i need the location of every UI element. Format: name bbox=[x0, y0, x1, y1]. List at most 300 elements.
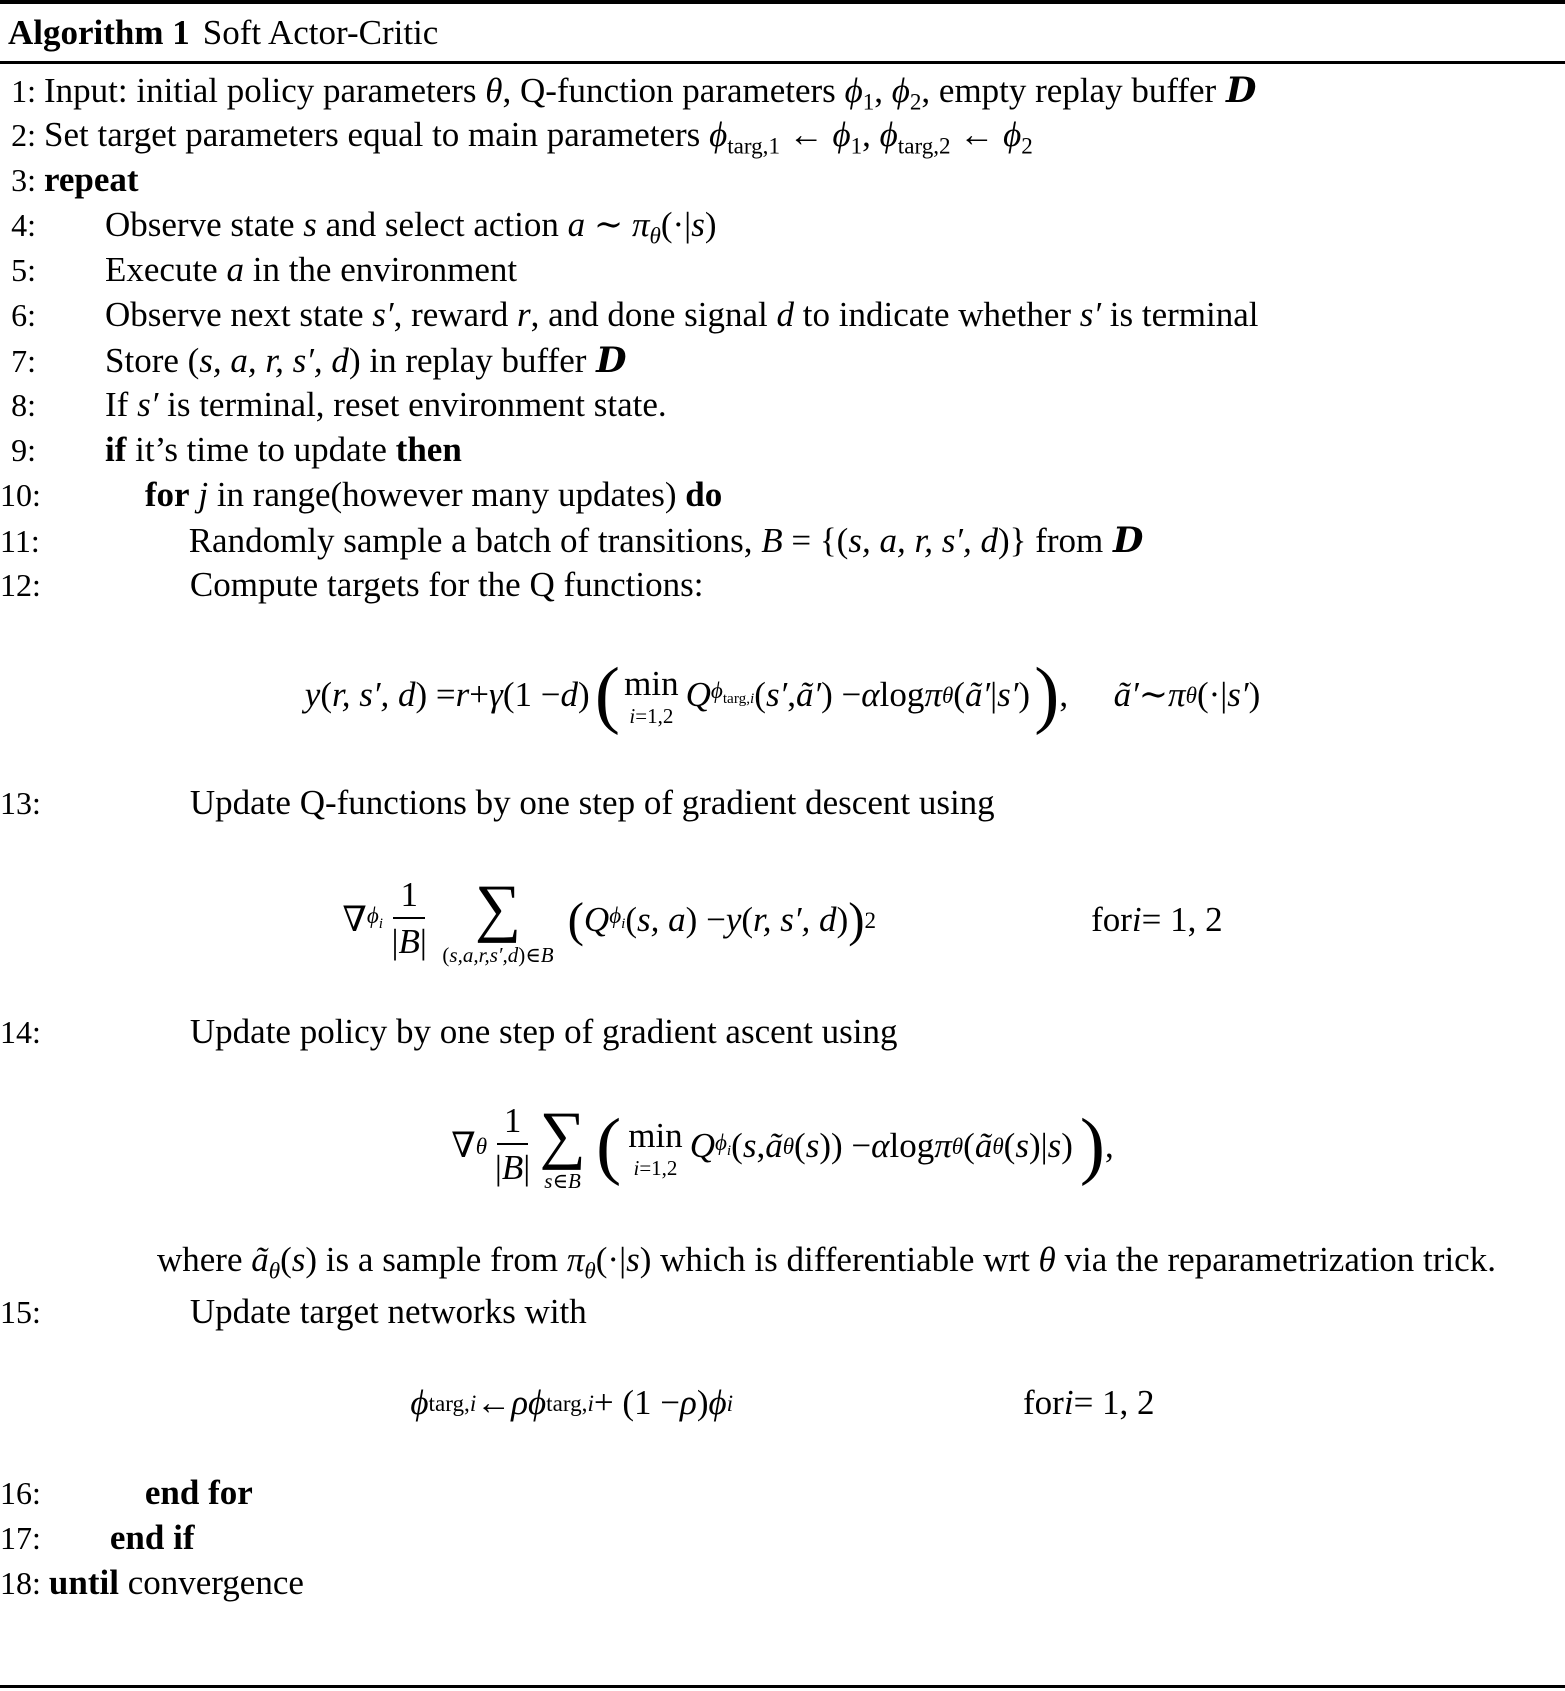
math-text: ( bbox=[794, 1126, 806, 1166]
algorithm-header bbox=[0, 4, 1565, 64]
equation bbox=[410, 1383, 733, 1423]
math-variable: s′ bbox=[137, 385, 159, 424]
step-content bbox=[36, 205, 717, 249]
math-variable: ϕ bbox=[609, 902, 622, 929]
summation-symbol: ∑ bbox=[539, 1098, 586, 1171]
display-equation bbox=[0, 1383, 1565, 1423]
math-text: 1 bbox=[400, 874, 418, 914]
math-variable: s bbox=[544, 1169, 553, 1193]
step-number: 14: bbox=[0, 1013, 41, 1050]
math-text: ) bbox=[704, 205, 717, 244]
math-text: where bbox=[157, 1240, 252, 1279]
math-text: targ, bbox=[428, 1390, 470, 1416]
algorithm-step bbox=[0, 1012, 1565, 1057]
math-text: Input: initial policy parameters bbox=[44, 71, 486, 110]
math-variable: s, a, r, s′, d bbox=[848, 521, 998, 560]
math-text: in the environment bbox=[243, 250, 518, 289]
math-variable: ϕ bbox=[710, 677, 723, 704]
keyword: do bbox=[685, 475, 723, 514]
math-text: targ,2 bbox=[897, 132, 951, 159]
math-variable: ϕ bbox=[410, 1383, 429, 1422]
math-variable: ϕ bbox=[844, 71, 863, 110]
algorithm-step bbox=[0, 1563, 1565, 1608]
math-variable: ϕ bbox=[528, 1383, 547, 1422]
math-variable: θ bbox=[1185, 681, 1197, 708]
step-content bbox=[36, 70, 1257, 115]
math-text: ( bbox=[1003, 1126, 1016, 1166]
algorithm-step bbox=[0, 475, 1565, 520]
math-variable: θ bbox=[475, 1133, 488, 1160]
math-text: ( bbox=[442, 942, 450, 967]
math-variable: θ bbox=[941, 681, 954, 708]
math-variable: s bbox=[742, 1126, 757, 1166]
math-text: ( bbox=[280, 1240, 292, 1279]
bottom-rule bbox=[0, 1685, 1565, 1688]
limit-stack bbox=[624, 666, 678, 727]
math-text: ( bbox=[754, 674, 766, 714]
math-text: ∈ bbox=[552, 1169, 569, 1193]
step-number: 8: bbox=[11, 387, 36, 423]
algorithm-step bbox=[0, 783, 1565, 828]
step-content bbox=[36, 340, 628, 381]
algorithm-step bbox=[0, 160, 1565, 205]
math-text: ( bbox=[953, 674, 965, 714]
math-variable: s,a,r,s′,d bbox=[449, 942, 519, 967]
math-text: ) bbox=[1061, 1126, 1073, 1166]
math-text: )) − bbox=[819, 1126, 872, 1166]
math-variable: ϕ bbox=[832, 115, 851, 154]
equation-condition bbox=[1091, 900, 1223, 940]
math-variable: s bbox=[805, 1126, 820, 1166]
subscript bbox=[379, 915, 383, 932]
math-variable: ϕ bbox=[709, 115, 728, 154]
display-equation bbox=[0, 652, 1565, 736]
equation-condition bbox=[1023, 1383, 1155, 1423]
fraction bbox=[494, 1101, 531, 1188]
math-text: If bbox=[105, 385, 138, 424]
math-text: convergence bbox=[118, 1563, 304, 1602]
step-number: 10: bbox=[0, 477, 41, 513]
limit-stack bbox=[539, 1098, 586, 1193]
math-text: 2 bbox=[909, 88, 922, 115]
replay-buffer-symbol: D bbox=[596, 340, 627, 381]
math-variable: y bbox=[725, 899, 742, 939]
step-content bbox=[36, 250, 517, 290]
subscript bbox=[650, 222, 661, 248]
math-text: , Q-function parameters bbox=[502, 71, 845, 110]
keyword: until bbox=[48, 1563, 119, 1602]
algorithm-step bbox=[0, 115, 1565, 160]
step-number: 1: bbox=[11, 73, 36, 109]
math-text: to indicate whether bbox=[794, 295, 1080, 334]
math-text: targ, bbox=[546, 1390, 588, 1416]
math-variable: a bbox=[567, 205, 586, 244]
math-variable: ã bbox=[974, 1126, 993, 1166]
math-text: )} from bbox=[997, 521, 1112, 560]
step-number: 2: bbox=[11, 117, 36, 153]
math-text: ← bbox=[780, 115, 833, 154]
math-text: 1 bbox=[850, 132, 863, 159]
math-text: in range(however many updates) bbox=[208, 475, 686, 514]
math-text: Observe next state bbox=[105, 295, 373, 334]
subscript bbox=[851, 132, 863, 158]
math-text: , bbox=[1059, 674, 1069, 714]
step-number: 6: bbox=[11, 297, 36, 333]
math-variable: y bbox=[304, 674, 321, 714]
math-variable: ã′ bbox=[964, 674, 991, 714]
keyword: if bbox=[105, 430, 127, 469]
subscript bbox=[366, 902, 383, 933]
math-text: min bbox=[624, 664, 679, 703]
math-text: Store ( bbox=[105, 341, 200, 380]
math-text: for bbox=[1091, 899, 1132, 939]
math-text: )| bbox=[1028, 1126, 1048, 1166]
limit-under bbox=[544, 1171, 581, 1192]
step-content bbox=[36, 295, 1259, 335]
step-content bbox=[41, 565, 704, 605]
limit-stack bbox=[628, 1115, 683, 1180]
math-variable: r, s′, d bbox=[753, 899, 837, 939]
step-number: 13: bbox=[0, 785, 41, 821]
math-text: (·| bbox=[595, 1240, 627, 1279]
math-text: = 1, 2 bbox=[1073, 1383, 1155, 1422]
math-variable: B bbox=[398, 921, 420, 961]
subscript bbox=[269, 1257, 280, 1283]
math-text: ) bbox=[1018, 674, 1031, 714]
math-text: (1 − bbox=[502, 674, 561, 714]
math-text: ) = bbox=[415, 674, 456, 714]
continuation-text bbox=[0, 1236, 1565, 1284]
math-variable: s′ bbox=[765, 674, 788, 714]
keyword: end if bbox=[109, 1518, 195, 1557]
math-variable: s, a bbox=[637, 899, 686, 939]
step-content bbox=[41, 1473, 253, 1513]
replay-buffer-symbol: D bbox=[1225, 70, 1257, 111]
math-text: =1,2 bbox=[635, 704, 674, 728]
math-text: ← bbox=[476, 1383, 512, 1422]
math-variable: d bbox=[560, 674, 578, 714]
math-variable: ϕ bbox=[1003, 115, 1022, 154]
math-variable: θ bbox=[992, 1133, 1004, 1160]
math-text: = {( bbox=[782, 521, 849, 560]
limit-under bbox=[442, 942, 554, 967]
algorithm-step bbox=[0, 250, 1565, 295]
algorithm-step bbox=[0, 1292, 1565, 1337]
math-variable: i bbox=[469, 1390, 477, 1416]
equation: ∇ θ $\frac{1}{|B|}$ ∑ s∈B ( min i=1,2 Q $\phi_i$ ( s , ã θ ( s )) − α log π θ ( ã θ ( s )| s ) ) , bbox=[451, 1098, 1114, 1193]
math-text: ) is a sample from bbox=[305, 1240, 567, 1279]
math-variable: π bbox=[1168, 674, 1186, 714]
math-variable: α bbox=[861, 674, 880, 714]
math-text: log bbox=[889, 1126, 935, 1166]
math-variable: r, s′, d bbox=[331, 674, 416, 714]
math-text: | bbox=[391, 921, 399, 961]
math-variable: a bbox=[226, 250, 244, 289]
limit-under bbox=[629, 706, 673, 727]
math-variable: π bbox=[924, 674, 942, 714]
math-text: log bbox=[879, 674, 925, 714]
math-text: min bbox=[628, 1115, 683, 1155]
math-text: ∇ bbox=[451, 1126, 476, 1166]
denominator bbox=[392, 919, 427, 959]
math-variable: ρ bbox=[680, 1383, 697, 1422]
step-number: 9: bbox=[11, 432, 36, 468]
math-variable: Q bbox=[583, 899, 610, 939]
limit-main bbox=[628, 1115, 683, 1155]
math-text: ( bbox=[320, 674, 332, 714]
math-variable: ã bbox=[251, 1240, 269, 1279]
math-variable: B bbox=[761, 521, 783, 560]
fraction bbox=[391, 874, 427, 961]
math-text: Randomly sample a batch of transitions, bbox=[188, 521, 762, 560]
keyword: for bbox=[144, 475, 190, 514]
step-number: 3: bbox=[11, 162, 36, 198]
math-variable: ã′ bbox=[1113, 674, 1139, 714]
math-text: Update target networks with bbox=[189, 1292, 587, 1331]
math-text: 1 bbox=[503, 1101, 522, 1141]
math-text: ) bbox=[577, 674, 590, 714]
math-text: , bbox=[756, 1126, 766, 1166]
math-variable: s′ bbox=[1227, 674, 1249, 714]
math-text: ) bbox=[1248, 674, 1261, 714]
math-text: | bbox=[494, 1148, 502, 1188]
math-variable: s, a, r, s′, d bbox=[199, 341, 349, 380]
math-text: ( bbox=[963, 1126, 975, 1166]
math-variable: π bbox=[934, 1126, 952, 1166]
step-content bbox=[41, 1012, 898, 1052]
step-content bbox=[41, 783, 995, 823]
subscript bbox=[584, 1257, 595, 1283]
math-variable: i bbox=[1063, 1383, 1074, 1422]
math-variable: s bbox=[691, 205, 705, 244]
limit-stack bbox=[442, 872, 554, 967]
math-text: , bbox=[1104, 1126, 1114, 1166]
step-number: 17: bbox=[0, 1520, 41, 1556]
math-text: ∇ bbox=[342, 899, 367, 939]
math-variable: θ bbox=[951, 1133, 964, 1160]
math-variable: s bbox=[1015, 1126, 1029, 1166]
step-content bbox=[40, 520, 1145, 561]
limit-main bbox=[539, 1098, 586, 1171]
algorithm-step bbox=[0, 1473, 1565, 1518]
math-variable: B bbox=[568, 1169, 581, 1193]
math-variable: i bbox=[750, 689, 755, 707]
step-number: 5: bbox=[11, 252, 36, 288]
math-variable: s′ bbox=[997, 674, 1019, 714]
math-variable: s bbox=[303, 205, 317, 244]
math-text: , bbox=[862, 115, 880, 154]
algorithm-step bbox=[0, 520, 1565, 565]
algorithm-title: Soft Actor-Critic bbox=[202, 13, 439, 52]
math-text: | bbox=[990, 674, 998, 714]
math-variable: θ bbox=[268, 1257, 281, 1284]
subscript bbox=[863, 88, 875, 114]
algorithm-step bbox=[0, 205, 1565, 250]
math-text: for bbox=[1023, 1383, 1064, 1422]
math-text: Observe state bbox=[105, 205, 304, 244]
math-text: 2 bbox=[1021, 132, 1033, 159]
math-variable: B bbox=[540, 942, 554, 967]
math-text: ) in replay buffer bbox=[348, 341, 596, 380]
math-text: ) − bbox=[685, 899, 726, 939]
math-text: ) which is differentiable wrt bbox=[639, 1240, 1039, 1279]
step-number: 16: bbox=[0, 1475, 41, 1511]
math-text: ∼ bbox=[585, 205, 632, 244]
replay-buffer-symbol: D bbox=[1112, 520, 1144, 561]
algorithm-step bbox=[0, 430, 1565, 475]
step-number: 4: bbox=[11, 207, 36, 243]
math-text: Update Q-functions by one step of gradient descent using bbox=[189, 783, 995, 822]
math-variable: j bbox=[198, 475, 209, 514]
math-text: ) bbox=[696, 1383, 709, 1422]
math-variable: i bbox=[726, 1141, 732, 1159]
algorithm-body bbox=[0, 64, 1565, 1608]
math-text: = 1, 2 bbox=[1141, 899, 1223, 939]
math-variable: θ bbox=[485, 71, 503, 110]
subscript bbox=[727, 132, 780, 158]
math-text: , bbox=[874, 71, 892, 110]
math-text: (·| bbox=[1196, 674, 1228, 714]
limit-main bbox=[624, 666, 678, 701]
math-text: , empty replay buffer bbox=[921, 71, 1225, 110]
algorithm-step bbox=[0, 295, 1565, 340]
math-text: targ, bbox=[722, 689, 751, 707]
math-text: =1,2 bbox=[639, 1155, 678, 1180]
math-text: ← bbox=[950, 115, 1004, 154]
math-text: Execute bbox=[105, 250, 227, 289]
step-content bbox=[36, 115, 1033, 159]
math-variable: i bbox=[621, 915, 626, 933]
keyword: repeat bbox=[44, 160, 139, 199]
math-variable: π bbox=[631, 205, 650, 244]
math-variable: π bbox=[566, 1240, 585, 1279]
math-text: ) − bbox=[821, 674, 862, 714]
math-variable: α bbox=[871, 1126, 890, 1166]
step-content bbox=[41, 1292, 587, 1332]
math-text: , bbox=[787, 674, 796, 714]
step-number: 11: bbox=[0, 523, 40, 559]
math-text: , and done signal bbox=[530, 295, 777, 334]
algorithm-step bbox=[0, 340, 1565, 385]
math-text: ( bbox=[731, 1126, 743, 1166]
math-variable: ã bbox=[765, 1126, 783, 1166]
subscript bbox=[714, 1128, 732, 1159]
math-variable: γ bbox=[489, 674, 503, 714]
math-text: , reward bbox=[393, 295, 517, 334]
display-equation bbox=[0, 1098, 1565, 1193]
equation: ∇ $\phi_i$ $\frac{1}{|B|}$ ∑ (s,a,r,s′,d)∈B ( Q $\phi_i$ ( s, a ) − y ( r, s′, d ) ) 2 bbox=[342, 872, 877, 967]
math-variable: θ bbox=[649, 222, 661, 249]
math-variable: s bbox=[626, 1240, 640, 1279]
math-text: | bbox=[419, 921, 427, 961]
algorithm-step bbox=[0, 70, 1565, 115]
display-equation bbox=[0, 872, 1565, 967]
numerator bbox=[497, 1103, 529, 1145]
math-variable: θ bbox=[584, 1257, 596, 1284]
math-text: and select action bbox=[316, 205, 568, 244]
math-variable: ϕ bbox=[891, 71, 910, 110]
math-variable: i bbox=[587, 1390, 594, 1416]
limit-under bbox=[633, 1155, 678, 1180]
limit-main bbox=[474, 872, 522, 944]
step-number: 12: bbox=[0, 567, 41, 603]
math-variable: i bbox=[726, 1390, 734, 1416]
step-number: 18: bbox=[0, 1565, 41, 1601]
math-variable: r bbox=[516, 295, 531, 334]
algorithm-step bbox=[0, 1518, 1565, 1563]
math-variable: s′ bbox=[372, 295, 394, 334]
math-text: via the reparametrization trick. bbox=[1055, 1240, 1496, 1279]
keyword: end for bbox=[144, 1473, 253, 1512]
step-number: 15: bbox=[0, 1294, 41, 1330]
math-text: )∈ bbox=[518, 942, 541, 967]
math-text: Set target parameters equal to main parameters bbox=[44, 115, 710, 154]
step-content bbox=[41, 1518, 195, 1558]
math-text: 2 bbox=[864, 906, 877, 933]
math-text: + bbox=[469, 674, 490, 714]
math-text: ∼ bbox=[1138, 674, 1169, 714]
math-text: + (1 − bbox=[593, 1383, 680, 1422]
math-variable: i bbox=[633, 1155, 640, 1180]
math-variable: i bbox=[378, 915, 383, 933]
math-variable: r bbox=[455, 674, 470, 714]
algorithm-label: Algorithm 1 bbox=[8, 13, 190, 52]
math-text: ( bbox=[741, 899, 754, 939]
math-variable: ã′ bbox=[795, 674, 822, 714]
algorithm-step bbox=[0, 385, 1565, 430]
math-variable: θ bbox=[782, 1133, 795, 1160]
math-text: is terminal, reset environment state. bbox=[158, 385, 667, 424]
algorithm-step bbox=[0, 565, 1565, 610]
math-text: targ,1 bbox=[727, 132, 780, 159]
subscript bbox=[1021, 132, 1033, 158]
equation: y ( r, s′, d ) = r + γ (1 − d ) ( min i=1,2 Q $\phi_{targ,i}$ ( s′ , ã′ ) − α log π θ ( ã′ | s′ ) ) , ã′ ∼ π θ (·| s′ ) bbox=[304, 652, 1261, 736]
math-variable: ϕ bbox=[708, 1383, 727, 1422]
math-variable: s bbox=[1047, 1126, 1062, 1166]
math-variable: B bbox=[501, 1148, 524, 1188]
step-content bbox=[36, 385, 667, 425]
subscript bbox=[609, 902, 626, 933]
step-content bbox=[36, 430, 462, 470]
math-variable: ϕ bbox=[879, 115, 898, 154]
math-variable: i bbox=[629, 704, 636, 728]
math-variable: Q bbox=[685, 674, 711, 714]
math-text: | bbox=[523, 1148, 531, 1188]
math-text: is terminal bbox=[1101, 295, 1259, 334]
math-variable: s bbox=[291, 1240, 306, 1279]
math-text: ) bbox=[836, 899, 849, 939]
math-variable: ϕ bbox=[714, 1128, 727, 1155]
math-variable: ρ bbox=[511, 1383, 529, 1422]
step-number: 7: bbox=[11, 343, 36, 379]
step-content bbox=[36, 160, 139, 200]
keyword: then bbox=[395, 430, 462, 469]
math-text: ( bbox=[625, 899, 638, 939]
summation-symbol: ∑ bbox=[474, 872, 522, 944]
math-text: Update policy by one step of gradient ascent using bbox=[189, 1011, 898, 1051]
math-variable: i bbox=[1131, 899, 1142, 939]
math-text: Compute targets for the Q functions: bbox=[189, 565, 704, 604]
denominator bbox=[494, 1145, 531, 1188]
numerator bbox=[393, 874, 425, 919]
subscript bbox=[710, 677, 755, 707]
math-variable: Q bbox=[689, 1126, 715, 1166]
subscript bbox=[910, 88, 922, 114]
math-text: it’s time to update bbox=[126, 430, 396, 469]
step-content bbox=[41, 1563, 304, 1603]
math-text: (·| bbox=[660, 205, 692, 244]
math-variable: d bbox=[776, 295, 795, 334]
